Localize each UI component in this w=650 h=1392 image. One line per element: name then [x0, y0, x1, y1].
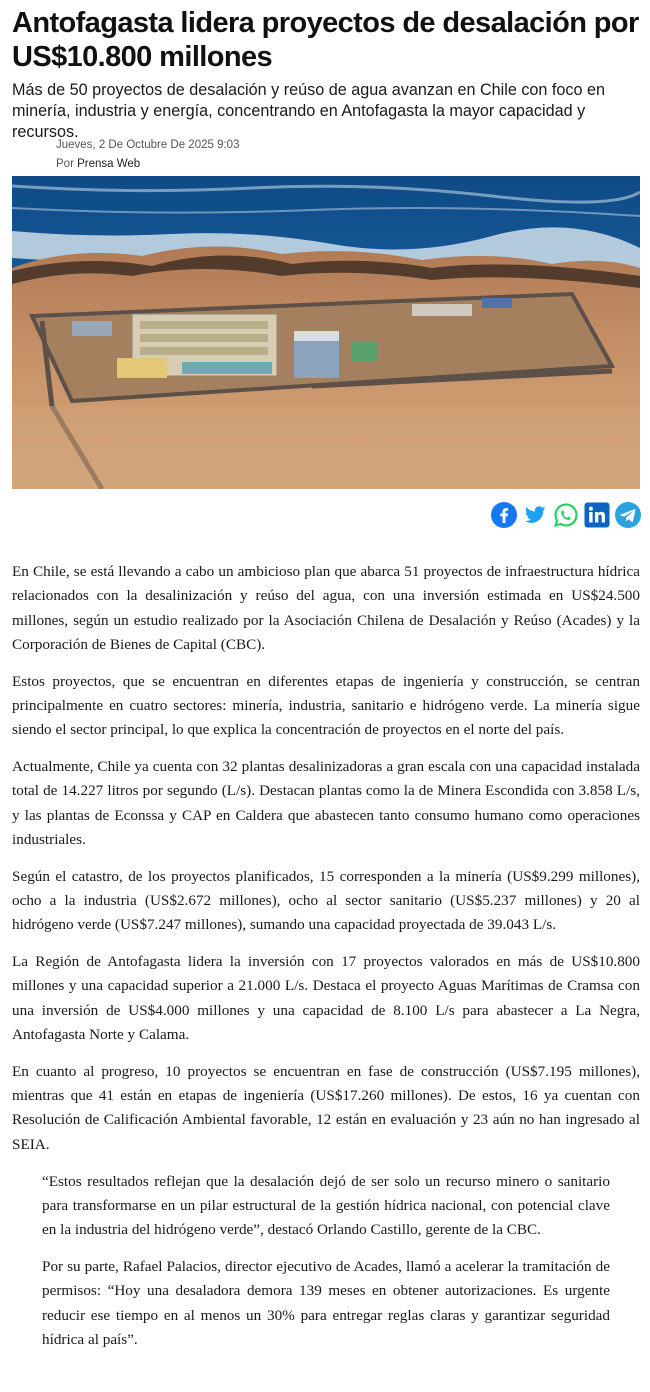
publish-date: Jueves, 2 De Octubre De 2025 9:03: [56, 139, 240, 151]
quote-paragraph: “Estos resultados reflejan que la desalación dejó de ser solo un recurso minero o sanitario para transformarse en un pilar estructural de la gestión hídrica nacional, con potencial clave en la industria del hidrógeno verde”, destacó Orlando Castillo, gerente de la CBC.: [42, 1172, 610, 1239]
article-paragraph: La Región de Antofagasta lidera la inversión con 17 proyectos valorados en más de US$10.800 millones y una capacidad superior a 21.000 L/s. Destaca el proyecto Aguas Marítimas de Cramsa con una inversión de US$4.000 millones y una capacidad de 8.100 L/s para abastecer a La Negra, Antofagasta Norte y Calama.: [12, 953, 640, 1044]
hero-image: [12, 176, 640, 489]
author-link[interactable]: Prensa Web: [77, 158, 141, 170]
article-body: [12, 560, 640, 1365]
linkedin-share-button[interactable]: [584, 502, 610, 528]
byline-prefix: Por: [56, 158, 74, 170]
whatsapp-icon: [553, 502, 579, 528]
telegram-share-button[interactable]: [615, 502, 641, 528]
quote-paragraph: Por su parte, Rafael Palacios, director ejecutivo de Acades, llamó a acelerar la tramitación de permisos: “Hoy una desaladora demora 139 meses en obtener autorizaciones. Es urgente reducir ese tiempo en al menos un 30% para entregar reglas claras y garantizar seguridad hídrica al país”.: [42, 1257, 610, 1348]
article-paragraph: Actualmente, Chile ya cuenta con 32 plantas desalinizadoras a gran escala con una capacidad instalada total de 14.227 litros por segundo (L/s). Destacan plantas como la de Minera Escondida con 3.858 L/s, y las plantas de Econssa y CAP en Caldera que abastecen tanto consumo humano como operaciones industriales.: [12, 758, 640, 848]
article-headline: Antofagasta lidera proyectos de desalación por US$10.800 millones: [12, 7, 639, 73]
linkedin-icon: [584, 502, 610, 528]
byline: [56, 158, 140, 170]
desalination-plant-aerial-photo: [12, 176, 640, 489]
article-paragraph: Según el catastro, de los proyectos planificados, 15 corresponden a la minería (US$9.299 millones), ocho a la industria (US$2.672 millones), ocho al sector sanitario (US$5.237 millones) y 20 al hidrógeno verde (US$7.247 millones), sumando una capacidad proyectada de 39.043 L/s.: [12, 867, 640, 934]
telegram-icon: [615, 502, 641, 528]
twitter-share-button[interactable]: [522, 502, 548, 528]
facebook-share-button[interactable]: [491, 502, 517, 528]
article-paragraph: En cuanto al progreso, 10 proyectos se encuentran en fase de construcción (US$7.195 millones), mientras que 41 están en etapas de ingeniería (US$17.260 millones). De estos, 16 ya cuentan con Resolución de Calificación Ambiental favorable, 12 están en evaluación y 23 aún no han ingresado al SEIA.: [12, 1062, 640, 1153]
twitter-icon: [522, 502, 548, 528]
facebook-icon: [491, 502, 517, 528]
whatsapp-share-button[interactable]: [553, 502, 579, 528]
article-paragraph: En Chile, se está llevando a cabo un ambicioso plan que abarca 51 proyectos de infraestructura hídrica relacionados con la desalinización y reúso del agua, con una inversión estimada en US$24.500 millones, según un estudio realizado por la Asociación Chilena de Desalación y Reúso (Acades) y la Corporación de Bienes de Capital (CBC).: [12, 563, 640, 653]
article-subtitle: Más de 50 proyectos de desalación y reúso de agua avanzan en Chile con foco en minería, industria y energía, concentrando en Antofagasta la mayor capacidad y recursos.: [12, 81, 606, 141]
article-blockquote: [12, 1170, 640, 1353]
share-bar: [491, 502, 641, 528]
article-paragraph: Estos proyectos, que se encuentran en diferentes etapas de ingeniería y construcción, se centran principalmente en cuatro sectores: minería, industria, sanitario e hidrógeno verde. La minería sigue siendo el sector principal, lo que explica la concentración de proyectos en el norte del país.: [12, 672, 640, 739]
